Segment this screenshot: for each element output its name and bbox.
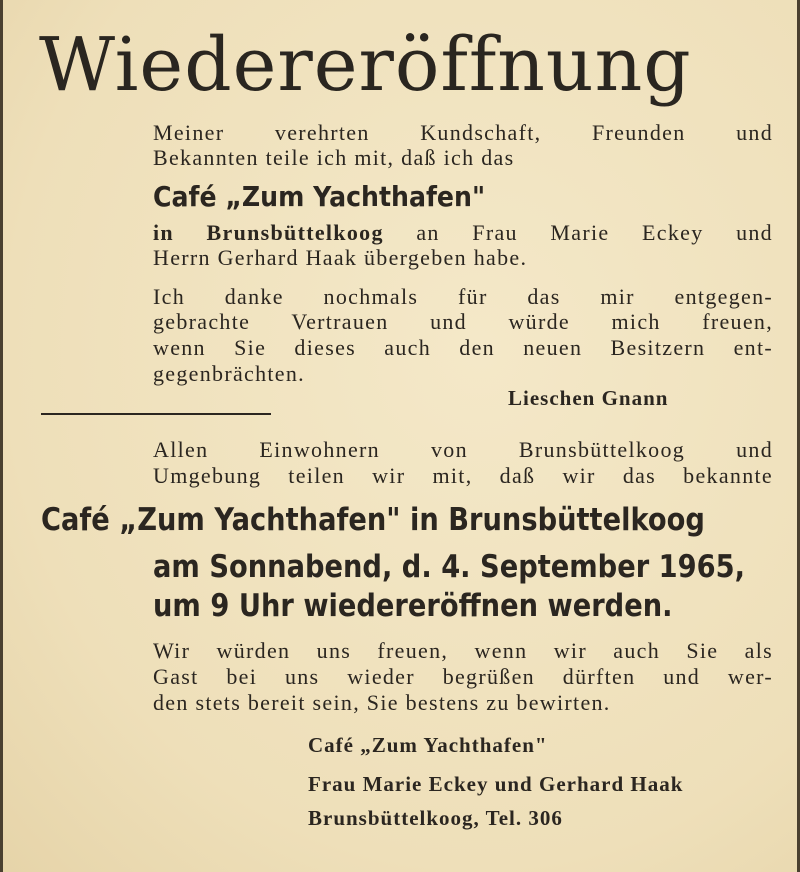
handover-rest: an Frau Marie Eckey und (416, 220, 773, 245)
divider (41, 413, 271, 415)
text-line: Umgebung teilen wir mit, daß wir das bekannte (153, 463, 773, 488)
headline-title: Wiedereröffnung (39, 22, 692, 108)
signature-address: Brunsbüttelkoog, Tel. 306 (308, 806, 563, 830)
text-line: Wir würden uns freuen, wenn wir auch Sie als (153, 638, 773, 663)
signature-cafe: Café „Zum Yachthafen" (308, 733, 548, 757)
location-bold: in Brunsbüttelkoog (153, 220, 384, 245)
handover-line (153, 220, 773, 246)
text-line: Herrn Gerhard Haak übergeben habe. (153, 245, 528, 270)
date-line: am Sonnabend, d. 4. September 1965, (153, 549, 745, 585)
cafe-name: Café „Zum Yachthafen" (153, 180, 486, 213)
time-line: um 9 Uhr wiedereröffnen werden. (153, 588, 673, 624)
signature-owners: Frau Marie Eckey und Gerhard Haak (308, 772, 684, 796)
signature-lieschen: Lieschen Gnann (508, 386, 669, 410)
text-line: Ich danke nochmals für das mir entgegen- (153, 284, 773, 309)
text-line: Meiner verehrten Kundschaft, Freunden und (153, 120, 773, 145)
text-line: Gast bei uns wieder begrüßen dürften und wer- (153, 664, 773, 689)
text-line: den stets bereit sein, Sie bestens zu bewirten. (153, 690, 611, 715)
headline-cafe: Café „Zum Yachthafen" in Brunsbüttelkoog (41, 502, 705, 538)
text-line: gebrachte Vertrauen und würde mich freuen, (153, 309, 773, 334)
text-line: gegenbrächten. (153, 361, 305, 386)
text-line: Bekannten teile ich mit, daß ich das (153, 145, 515, 170)
text-line: Allen Einwohnern von Brunsbüttelkoog und (153, 437, 773, 462)
text-line: wenn Sie dieses auch den neuen Besitzern ent- (153, 335, 773, 360)
